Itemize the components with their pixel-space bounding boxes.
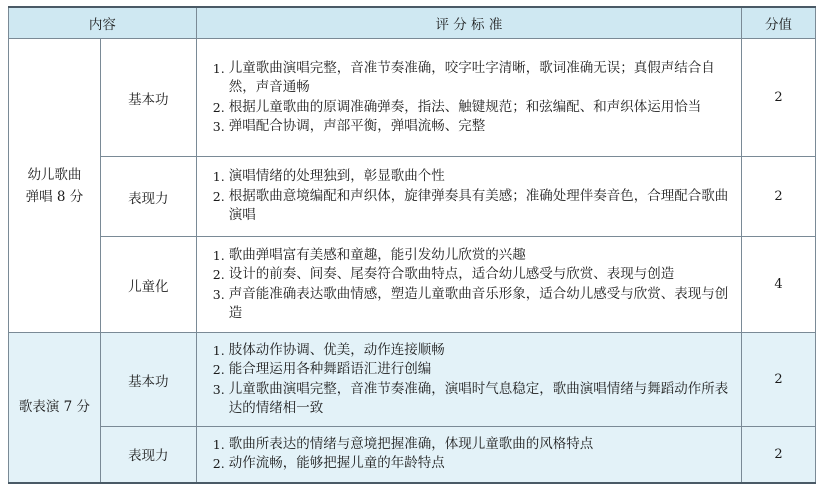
category-cell <box>9 333 101 483</box>
criteria-cell <box>196 39 741 157</box>
item-number: 2. <box>212 267 225 282</box>
item-number: 1. <box>212 342 225 358</box>
score-cell: 2 <box>742 157 816 237</box>
subcategory-cell: 基本功 <box>100 39 196 157</box>
header-criteria: 评 分 标 准 <box>196 7 741 39</box>
scoring-table <box>8 6 816 484</box>
criteria-list <box>213 435 733 474</box>
item-number: 1. <box>212 247 225 263</box>
category-line: 歌表演 7 分 <box>18 399 91 416</box>
score-cell: 2 <box>742 333 816 427</box>
item-text: 儿童歌曲演唱完整，音准节奏准确，演唱时气息稳定，歌曲演唱情绪与舞蹈动作所表达的情绪相一致 <box>228 380 729 416</box>
score-cell: 2 <box>742 427 816 483</box>
table-row <box>9 427 816 483</box>
score-cell: 4 <box>742 237 816 333</box>
header-row <box>9 7 816 39</box>
criteria-item <box>213 59 733 98</box>
criteria-cell <box>196 237 741 333</box>
criteria-list <box>213 246 733 324</box>
item-text: 弹唱配合协调，声部平衡，弹唱流畅、完整 <box>228 118 486 134</box>
item-number: 2. <box>212 188 225 204</box>
criteria-cell <box>196 333 741 427</box>
criteria-item <box>213 187 733 226</box>
criteria-cell <box>196 427 741 483</box>
criteria-item <box>213 285 733 324</box>
table-row <box>9 39 816 157</box>
item-number: 3. <box>212 119 225 134</box>
score-cell: 2 <box>742 39 816 157</box>
item-text: 能合理运用各种舞蹈语汇进行创编 <box>228 361 432 377</box>
item-number: 1. <box>212 436 225 452</box>
table-row <box>9 333 816 427</box>
item-number: 1. <box>212 60 225 76</box>
table-row <box>9 157 816 237</box>
item-text: 根据歌曲意境编配和声织体，旋律弹奏具有美感；准确处理伴奏音色，合理配合歌曲演唱 <box>228 187 729 224</box>
item-number: 2. <box>212 362 225 377</box>
criteria-item <box>213 246 733 266</box>
criteria-item <box>213 117 733 137</box>
item-number: 2. <box>212 456 225 472</box>
subcategory-cell: 基本功 <box>100 333 196 427</box>
item-text: 儿童歌曲演唱完整，音准节奏准确，咬字吐字清晰，歌词准确无误；真假声结合自然，声音通畅 <box>228 59 715 95</box>
criteria-item <box>213 435 733 455</box>
category-line: 弹唱 8 分 <box>25 188 84 205</box>
category-cell <box>9 39 101 333</box>
category-line: 幼儿歌曲 <box>27 166 82 183</box>
criteria-list <box>213 341 733 419</box>
criteria-item <box>213 265 733 285</box>
subcategory-cell: 表现力 <box>100 427 196 483</box>
header-score: 分值 <box>742 7 816 39</box>
criteria-item <box>213 380 733 419</box>
item-number: 1. <box>212 169 225 185</box>
item-text: 根据儿童歌曲的原调准确弹奏，指法、触键规范；和弦编配、和声织体运用恰当 <box>228 98 702 115</box>
header-content: 内容 <box>9 7 197 39</box>
criteria-item <box>213 98 733 118</box>
subcategory-cell: 表现力 <box>100 157 196 237</box>
item-number: 2. <box>212 99 225 115</box>
subcategory-cell: 儿童化 <box>100 237 196 333</box>
table-row <box>9 237 816 333</box>
item-number: 3. <box>212 381 225 397</box>
item-text: 演唱情绪的处理独到，彰显歌曲个性 <box>228 168 445 185</box>
item-text: 歌曲弹唱富有美感和童趣，能引发幼儿欣赏的兴趣 <box>228 246 526 263</box>
criteria-item <box>213 360 733 380</box>
criteria-list <box>213 167 733 226</box>
item-text: 设计的前奏、间奏、尾奏符合歌曲特点，适合幼儿感受与欣赏、表现与创造 <box>228 266 675 282</box>
item-text: 歌曲所表达的情绪与意境把握准确，体现儿童歌曲的风格特点 <box>228 435 594 452</box>
scoring-table-container <box>8 6 816 484</box>
criteria-list <box>213 59 733 137</box>
criteria-item <box>213 454 733 474</box>
criteria-item <box>213 167 733 187</box>
criteria-item <box>213 341 733 361</box>
criteria-cell <box>196 157 741 237</box>
item-number: 3. <box>212 286 225 302</box>
item-text: 声音能准确表达歌曲情感，塑造儿童歌曲音乐形象，适合幼儿感受与欣赏、表现与创造 <box>228 285 729 321</box>
item-text: 动作流畅，能够把握儿童的年龄特点 <box>228 455 445 472</box>
item-text: 肢体动作协调、优美，动作连接顺畅 <box>228 341 445 358</box>
